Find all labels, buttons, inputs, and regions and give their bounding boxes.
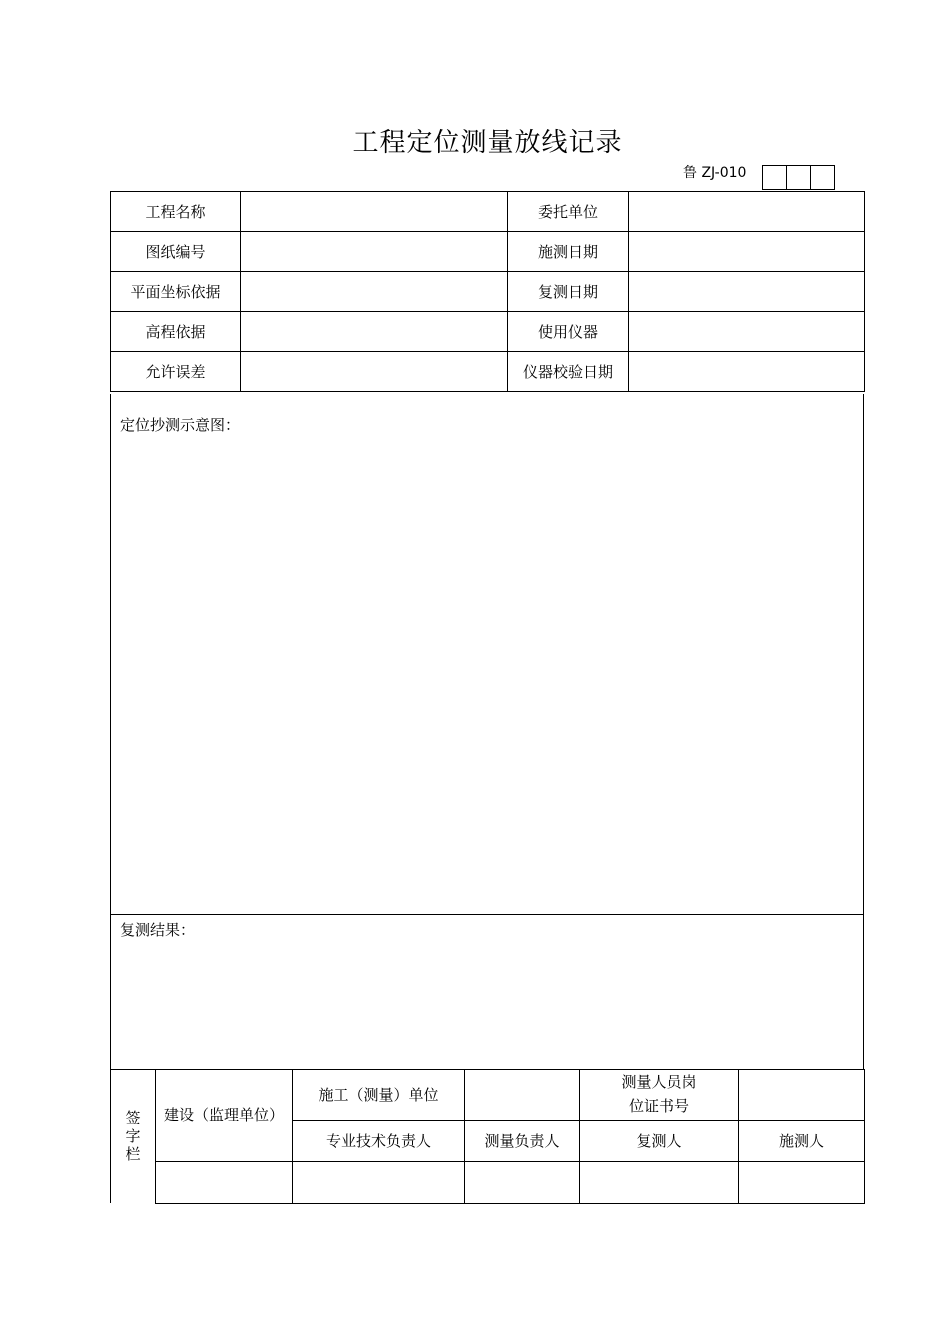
info-label: 仪器校验日期 xyxy=(508,352,629,392)
info-label: 使用仪器 xyxy=(508,312,629,352)
signature-cell[interactable] xyxy=(465,1161,580,1203)
signature-cell[interactable] xyxy=(293,1161,465,1203)
info-label: 施测日期 xyxy=(508,232,629,272)
info-value[interactable] xyxy=(629,352,865,392)
code-box-2[interactable] xyxy=(786,165,810,190)
info-label: 委托单位 xyxy=(508,192,629,232)
form-title: 工程定位测量放线记录 xyxy=(352,128,623,158)
info-row xyxy=(111,272,865,312)
info-label: 高程依据 xyxy=(111,312,241,352)
info-label: 图纸编号 xyxy=(111,232,241,272)
result-label: 复测结果： xyxy=(120,921,196,939)
cert-label xyxy=(580,1069,739,1120)
signature-cell[interactable] xyxy=(156,1161,293,1203)
info-label: 允许误差 xyxy=(111,352,241,392)
role-label: 测量负责人 xyxy=(465,1120,580,1161)
info-value[interactable] xyxy=(629,312,865,352)
role-label: 复测人 xyxy=(580,1120,739,1161)
info-value[interactable] xyxy=(629,272,865,312)
info-value[interactable] xyxy=(629,232,865,272)
info-row xyxy=(111,352,865,392)
signature-cell[interactable] xyxy=(739,1161,865,1203)
construction-unit-value[interactable] xyxy=(465,1069,580,1120)
role-label: 专业技术负责人 xyxy=(293,1120,465,1161)
sign-row xyxy=(111,1161,865,1203)
construction-unit-label: 施工（测量）单位 xyxy=(293,1069,465,1120)
sign-row xyxy=(111,1069,865,1120)
info-value[interactable] xyxy=(241,312,508,352)
info-value[interactable] xyxy=(241,232,508,272)
info-table xyxy=(110,191,865,392)
sign-side-label: 签字栏 xyxy=(125,1109,141,1163)
info-label: 复测日期 xyxy=(508,272,629,312)
signature-table xyxy=(110,1069,865,1204)
code-boxes xyxy=(762,165,835,190)
sketch-area[interactable] xyxy=(110,394,864,915)
cert-label-line2: 位证书号 xyxy=(628,1097,689,1116)
role-label: 施测人 xyxy=(739,1120,865,1161)
info-row xyxy=(111,312,865,352)
supervisor-label: 建设（监理单位） xyxy=(156,1069,293,1161)
sketch-label: 定位抄测示意图： xyxy=(120,416,241,434)
sign-side-cell xyxy=(111,1069,156,1203)
cert-label-line1: 测量人员岗 xyxy=(621,1073,697,1092)
info-row xyxy=(111,192,865,232)
info-label: 工程名称 xyxy=(111,192,241,232)
info-row xyxy=(111,232,865,272)
info-value[interactable] xyxy=(629,192,865,232)
cert-value[interactable] xyxy=(739,1069,865,1120)
code-box-1[interactable] xyxy=(762,165,786,190)
form-code: 鲁 ZJ-010 xyxy=(683,165,747,181)
info-value[interactable] xyxy=(241,352,508,392)
result-area[interactable] xyxy=(110,914,864,1070)
signature-cell[interactable] xyxy=(580,1161,739,1203)
code-box-3[interactable] xyxy=(810,165,835,190)
info-label: 平面坐标依据 xyxy=(111,272,241,312)
info-value[interactable] xyxy=(241,272,508,312)
info-value[interactable] xyxy=(241,192,508,232)
